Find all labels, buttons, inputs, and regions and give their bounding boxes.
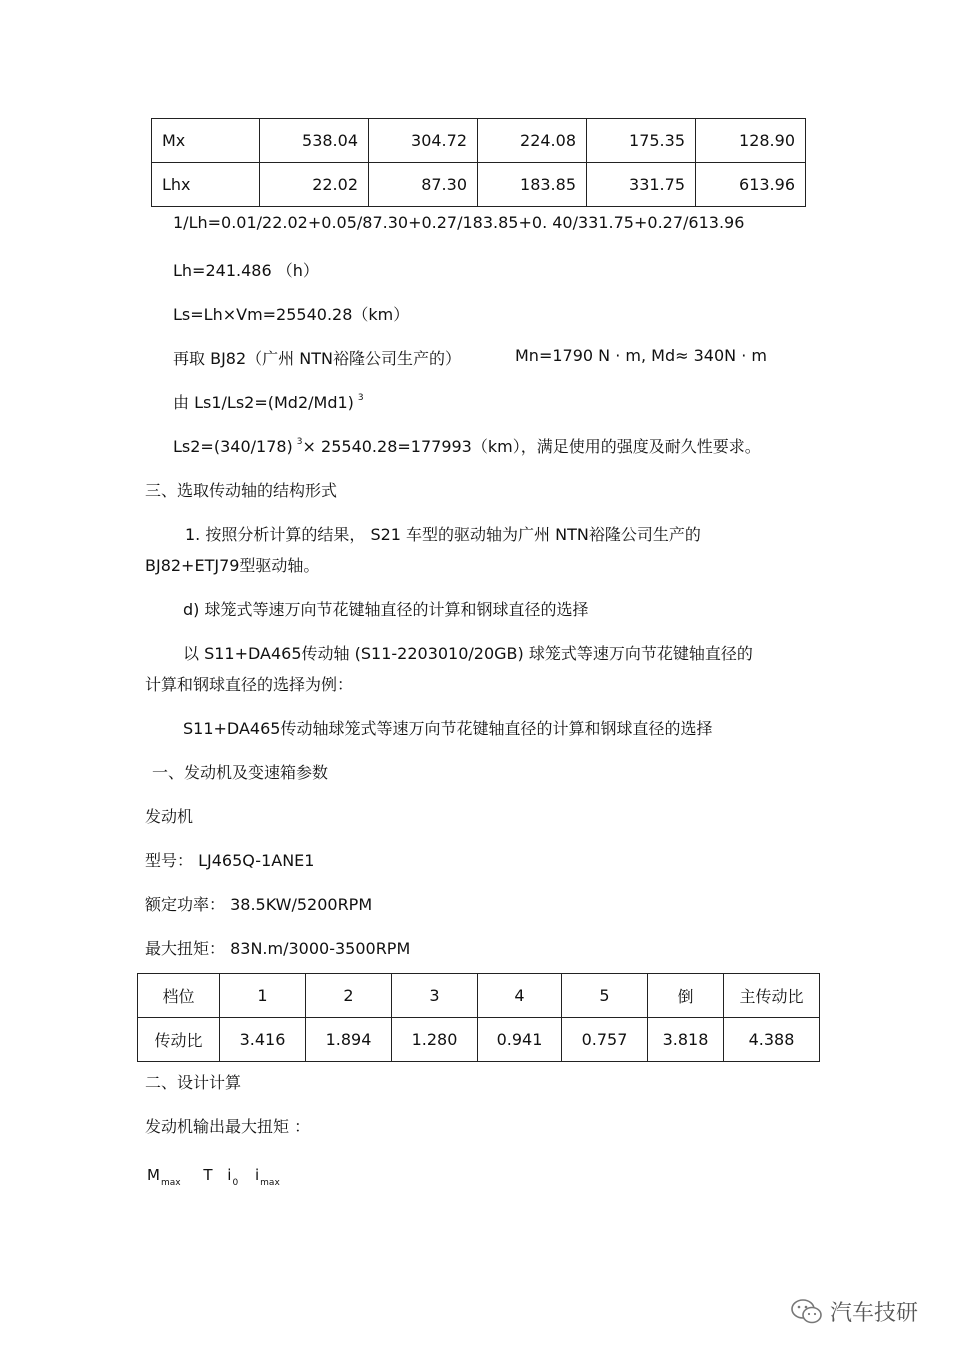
exponent: 3 [296,437,303,447]
table-cell: 331.75 [587,163,696,207]
formula-symbol: M [147,1166,160,1184]
table-header-row [138,974,820,1018]
table-cell: 224.08 [478,119,587,163]
header-cell: 2 [306,974,392,1018]
subscript: 0 [232,1178,239,1188]
watermark [790,1296,918,1327]
section-heading: 三、选取传动轴的结构形式 [145,481,338,500]
header-cell: 4 [478,974,562,1018]
wechat-icon [790,1297,824,1327]
row-label: Mx [152,119,260,163]
formula-line [147,1166,280,1188]
table-row [138,1018,820,1062]
table-cell: 304.72 [369,119,478,163]
section-heading: 二、设计计算 [145,1073,242,1092]
table-cell: 0.941 [478,1018,562,1062]
formula-line: Ls=Lh×Vm=25540.28（km） [173,305,410,324]
table-cell: 175.35 [587,119,696,163]
formula-text: Ls2=(340/178) [173,437,293,456]
table-cell: 1.894 [306,1018,392,1062]
text-line: 最大扭矩： 83N.m/3000-3500RPM [145,939,411,958]
paragraph-line: BJ82+ETJ79型驱动轴。 [145,556,320,575]
header-cell: 5 [562,974,648,1018]
header-cell: 档位 [138,974,220,1018]
formula-line [173,390,364,413]
subsection-heading: d) 球笼式等速万向节花键轴直径的计算和钢球直径的选择 [183,600,589,619]
gear-ratio-table [137,973,820,1062]
formula-line: 1/Lh=0.01/22.02+0.05/87.30+0.27/183.85+0. 40/331.75+0.27/613.96 [173,213,745,232]
row-label: Lhx [152,163,260,207]
text-line: 型号： LJ465Q-1ANE1 [145,851,315,870]
table-cell: 3.818 [648,1018,724,1062]
formula-text: 由 Ls1/Ls2=(Md2/Md1) [173,393,354,412]
watermark-text: 汽车技研 [830,1301,919,1326]
paragraph-line: 以 S11+DA465传动轴 (S11-2203010/20GB) 球笼式等速万向节花键轴直径的 [183,644,753,663]
table-cell: 128.90 [696,119,806,163]
table-cell: 183.85 [478,163,587,207]
header-cell: 倒 [648,974,724,1018]
subscript: max [160,1178,181,1188]
text-line: 发动机输出最大扭矩 ： [145,1117,311,1136]
text-line: 再取 BJ82（广州 NTN裕隆公司生产的） [173,349,461,368]
formula-symbol: i [254,1166,260,1184]
table-cell: 0.757 [562,1018,648,1062]
table-row [152,163,806,207]
text-line: 额定功率： 38.5KW/5200RPM [145,895,373,914]
header-cell: 主传动比 [724,974,820,1018]
formula-symbol: i [227,1166,232,1184]
paragraph-line: 1. 按照分析计算的结果， S21 车型的驱动轴为广州 NTN裕隆公司生产的 [185,525,701,544]
table-cell: 22.02 [260,163,369,207]
table-cell: 1.280 [392,1018,478,1062]
paragraph-line: S11+DA465传动轴球笼式等速万向节花键轴直径的计算和钢球直径的选择 [183,719,713,738]
exponent: 3 [357,393,364,403]
header-cell: 3 [392,974,478,1018]
formula-line [173,434,761,457]
table-cell: 613.96 [696,163,806,207]
table-cell: 4.388 [724,1018,820,1062]
life-table [151,118,806,207]
row-label: 传动比 [138,1018,220,1062]
paragraph-line: 计算和钢球直径的选择为例： [145,675,354,694]
subscript: max [260,1178,280,1188]
text-line: Mn=1790 N · m, Md≈ 340N · m [515,346,767,365]
formula-text: × 25540.28=177993（km），满足使用的强度及耐久性要求。 [302,437,761,456]
table-row [152,119,806,163]
table-cell: 3.416 [220,1018,306,1062]
section-heading: 一、发动机及变速箱参数 [152,763,329,782]
table-cell: 87.30 [369,163,478,207]
formula-symbol: T [203,1166,213,1184]
text-line: 发动机 [145,807,194,826]
table-cell: 538.04 [260,119,369,163]
header-cell: 1 [220,974,306,1018]
formula-line: Lh=241.486 （h） [173,261,319,280]
